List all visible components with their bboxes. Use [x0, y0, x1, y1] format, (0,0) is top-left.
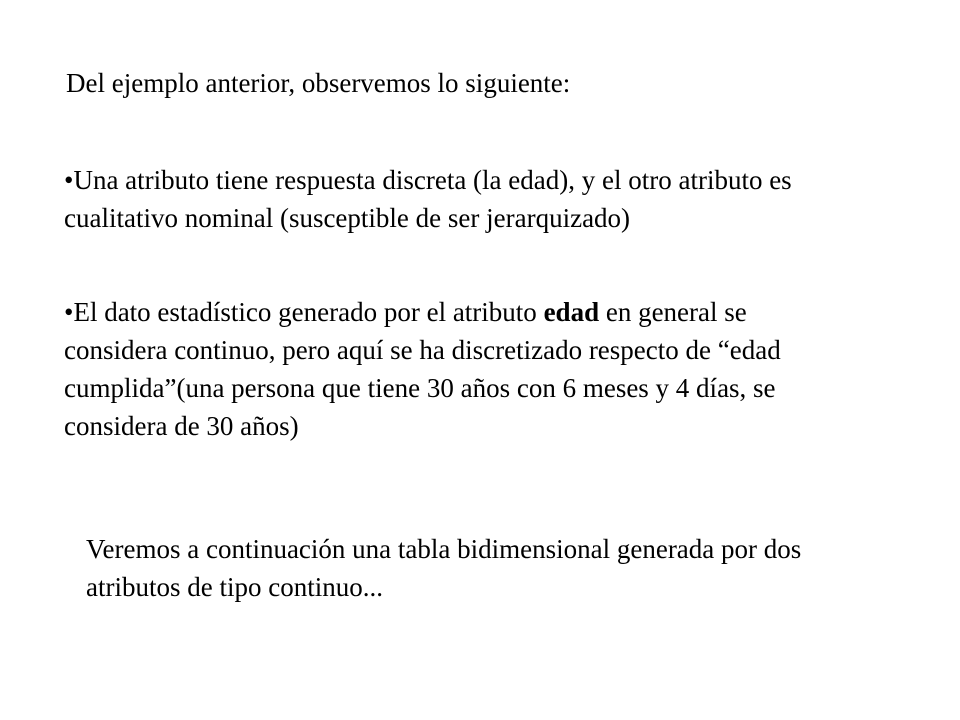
closing-text: Veremos a continuación una tabla bidimensional generada por dos atributos de tipo continuo... [86, 534, 802, 602]
bullet-text-after-bold: en general se considera continuo, pero aquí se ha discretizado respecto de “edad cumplida”(una persona que tiene 30 años con 6 meses y 4 días, se considera de 30 años) [64, 297, 781, 441]
intro-text: Del ejemplo anterior, observemos lo siguiente: [66, 68, 571, 98]
bold-keyword-edad: edad [543, 297, 600, 327]
bullet-mark: • [64, 165, 74, 195]
bullet-item-age-attribute [64, 293, 844, 445]
bullet-text: Una atributo tiene respuesta discreta (la edad), y el otro atributo es cualitativo nominal (susceptible de ser jerarquizado) [64, 165, 792, 233]
bullet-item-discrete-attribute [64, 161, 824, 237]
bullet-text-before-bold: El dato estadístico generado por el atributo [73, 297, 544, 327]
bullet-mark: • [64, 297, 74, 327]
